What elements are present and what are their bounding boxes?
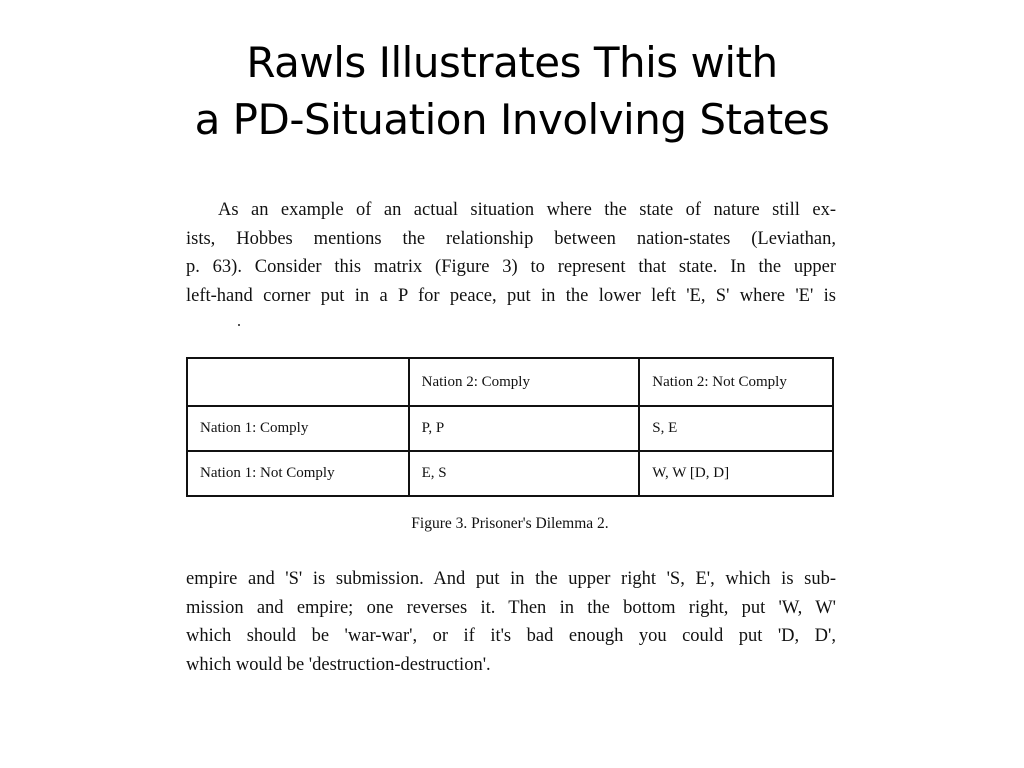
slide-title	[0, 34, 1024, 148]
paragraph-2-line: which should be 'war-war', or if it's bad enough you could put 'D, D',	[186, 626, 836, 646]
excerpt-paragraph-2	[186, 565, 836, 679]
table-row	[187, 406, 833, 451]
table-row	[187, 451, 833, 496]
paragraph-1-line: As an example of an actual situation where the state of nature still ex-	[218, 200, 836, 220]
excerpt-paragraph-1	[186, 196, 836, 310]
table-header-cell: Nation 2: Not Comply	[639, 358, 833, 406]
paragraph-1-line: ists, Hobbes mentions the relationship between nation-states (Leviathan,	[186, 228, 836, 249]
table-header-cell	[187, 358, 409, 406]
slide-title-line-1: Rawls Illustrates This with	[246, 38, 778, 87]
table-row-label: Nation 1: Not Comply	[187, 451, 409, 496]
table-header-row	[187, 358, 833, 406]
scanned-excerpt	[186, 196, 836, 675]
table-header-cell: Nation 2: Comply	[409, 358, 640, 406]
paragraph-1-line: left-hand corner put in a P for peace, put in the lower left 'E, S' where 'E' is	[186, 285, 836, 306]
paragraph-2-line: empire and 'S' is submission. And put in the upper right 'S, E', which is sub-	[186, 569, 836, 589]
table-cell: S, E	[639, 406, 833, 451]
paragraph-1-line: p. 63). Consider this matrix (Figure 3) to represent that state. In the upper	[186, 257, 836, 277]
figure-caption: Figure 3. Prisoner's Dilemma 2.	[411, 515, 609, 532]
table-cell: E, S	[409, 451, 640, 496]
slide-title-line-2: a PD-Situation Involving States	[194, 95, 830, 144]
table-row-label: Nation 1: Comply	[187, 406, 409, 451]
paragraph-2-line: which would be 'destruction-destruction'.	[186, 654, 491, 675]
paragraph-2-line: mission and empire; one reverses it. Then in the bottom right, put 'W, W'	[186, 597, 836, 618]
payoff-matrix-table	[186, 357, 834, 497]
table-cell: W, W [D, D]	[639, 451, 833, 496]
scan-speck	[238, 324, 240, 326]
table-cell: P, P	[409, 406, 640, 451]
